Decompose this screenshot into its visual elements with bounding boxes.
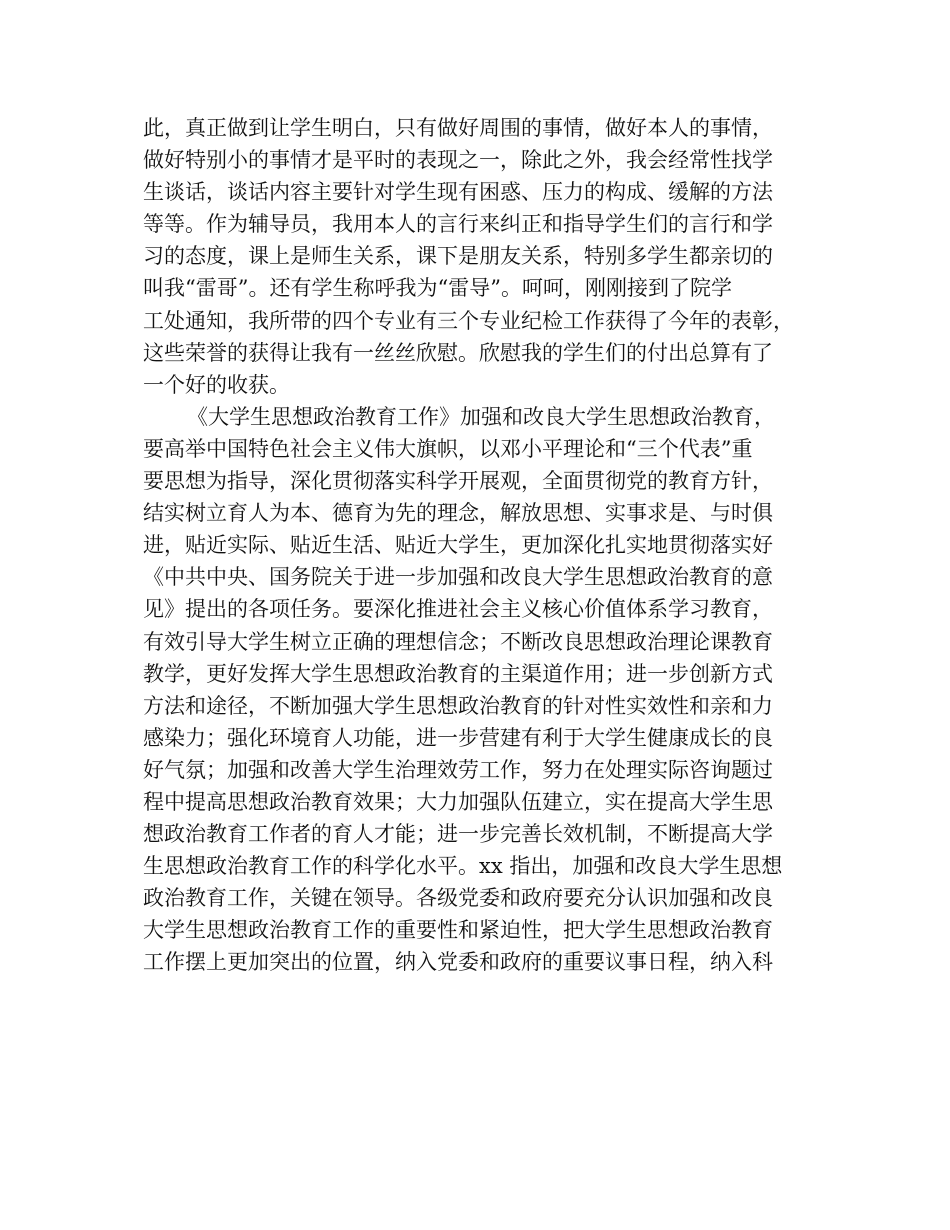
- text-line: 要高举中国特色社会主义伟大旗帜，以邓小平理论和“三个代表”重: [143, 436, 753, 461]
- text-line: 生思想政治教育工作的科学化水平。xx 指出，加强和改良大学生思想: [143, 854, 783, 879]
- text-line: 叫我“雷哥”。还有学生称呼我为“雷导”。呵呵，刚刚接到了院学: [143, 276, 732, 301]
- text-line: 政治教育工作，关键在领导。各级党委和政府要充分认识加强和改良: [143, 886, 773, 911]
- paragraph-1: [143, 112, 823, 401]
- text-line: 程中提高思想政治教育效果；大力加强队伍建立，实在提高大学生思: [143, 789, 773, 814]
- text-line: 这些荣誉的获得让我有一丝丝欣慰。欣慰我的学生们的付出总算有了: [143, 340, 773, 365]
- text-line: 生谈话，谈话内容主要针对学生现有困惑、压力的构成、缓解的方法: [143, 180, 773, 205]
- document-body: [143, 112, 823, 979]
- paragraph-2: [143, 401, 823, 979]
- text-line: 大学生思想政治教育工作的重要性和紧迫性，把大学生思想政治教育: [143, 918, 773, 943]
- text-line: 《中共中央、国务院关于进一步加强和改良大学生思想政治教育的意: [143, 565, 773, 590]
- text-line: 《大学生思想政治教育工作》加强和改良大学生思想政治教育，: [187, 404, 775, 429]
- text-line: 一个好的收获。: [143, 372, 290, 397]
- text-line: 等等。作为辅导员，我用本人的言行来纠正和指导学生们的言行和学: [143, 212, 773, 237]
- text-line: 有效引导大学生树立正确的理想信念；不断改良思想政治理论课教育: [143, 629, 773, 654]
- text-line: 此，真正做到让学生明白，只有做好周围的事情，做好本人的事情，: [143, 116, 773, 140]
- text-line: 要思想为指导，深化贯彻落实科学开展观，全面贯彻党的教育方针，: [143, 469, 773, 494]
- text-line: 见》提出的各项任务。要深化推进社会主义核心价值体系学习教育，: [143, 597, 773, 622]
- text-line: 好气氛；加强和改善大学生治理效劳工作，努力在处理实际咨询题过: [143, 757, 773, 782]
- text-line: 工作摆上更加突出的位置，纳入党委和政府的重要议事日程，纳入科: [143, 950, 773, 975]
- text-line: 教学，更好发挥大学生思想政治教育的主渠道作用；进一步创新方式: [143, 661, 773, 686]
- text-line: 想政治教育工作者的育人才能；进一步完善长效机制，不断提高大学: [143, 822, 773, 847]
- text-line: 习的态度，课上是师生关系，课下是朋友关系，特别多学生都亲切的: [143, 244, 773, 269]
- text-line: 结实树立育人为本、德育为先的理念，解放思想、实事求是、与时俱: [143, 501, 773, 526]
- text-line: 感染力；强化环境育人功能，进一步营建有利于大学生健康成长的良: [143, 725, 773, 750]
- text-line: 工处通知，我所带的四个专业有三个专业纪检工作获得了今年的表彰，: [143, 308, 794, 333]
- text-line: 做好特别小的事情才是平时的表现之一，除此之外，我会经常性找学: [143, 148, 773, 173]
- text-line: 方法和途径，不断加强大学生思想政治教育的针对性实效性和亲和力: [143, 693, 773, 718]
- text-line: 进，贴近实际、贴近生活、贴近大学生，更加深化扎实地贯彻落实好: [143, 533, 773, 558]
